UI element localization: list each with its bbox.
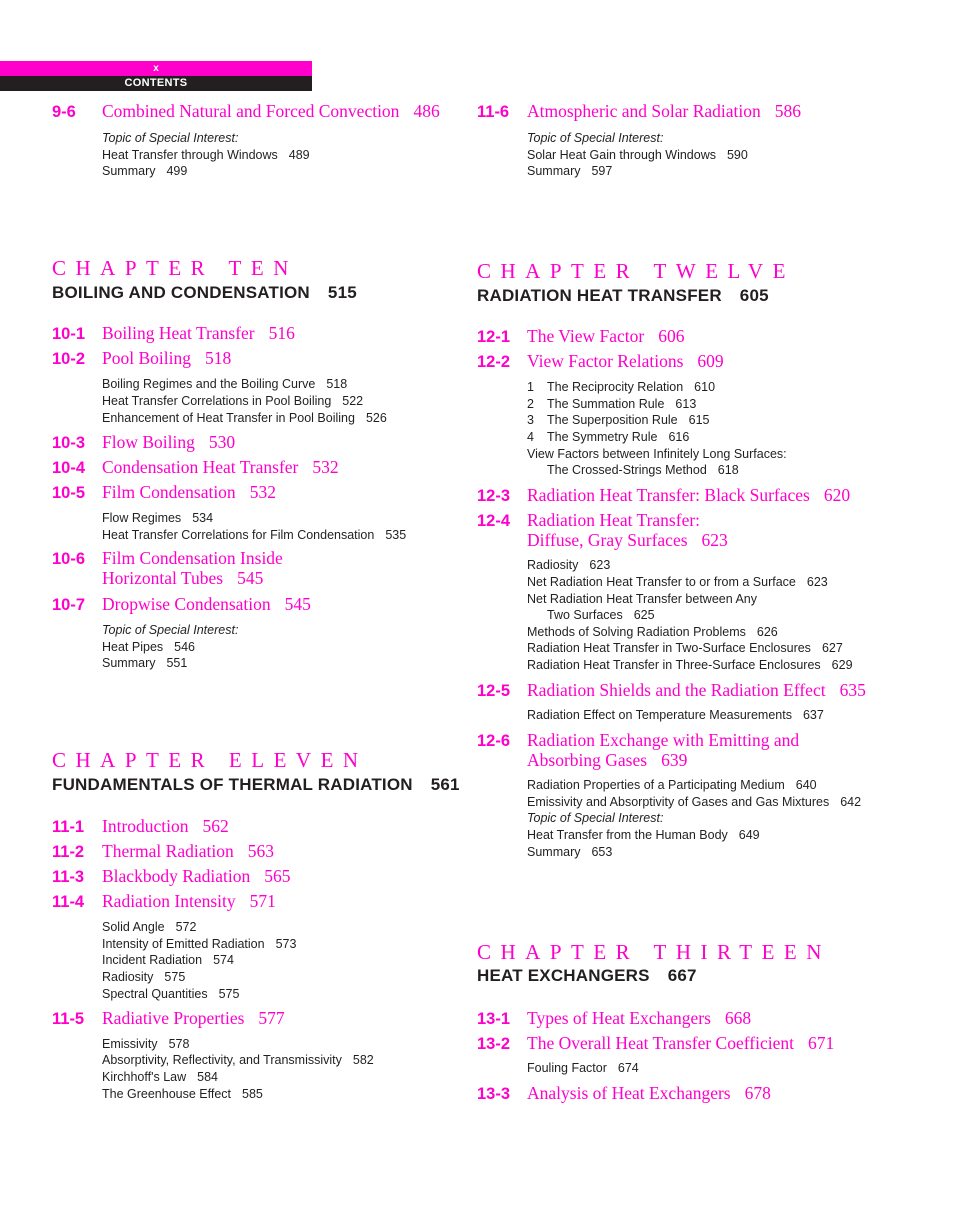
section-title: The View Factor 606 (527, 326, 685, 346)
subsection-entry[interactable]: 2 The Summation Rule 613 (527, 397, 697, 411)
chapter-title[interactable]: RADIATION HEAT TRANSFER 605 (477, 286, 769, 305)
section-number: 10-2 (52, 350, 86, 368)
section-number: 12-6 (477, 732, 511, 750)
section-number: 11-6 (477, 103, 510, 121)
chapter-title[interactable]: HEAT EXCHANGERS 667 (477, 966, 697, 985)
subsection-entry[interactable]: Heat Transfer Correlations in Pool Boiling 522 (102, 394, 364, 408)
subsection-entry[interactable]: Fouling Factor 674 (527, 1061, 639, 1075)
section-number: 10-5 (52, 484, 86, 502)
subsection-entry[interactable]: The Crossed-Strings Method 618 (547, 463, 739, 477)
section-number: 12-4 (477, 512, 511, 530)
section-number: 10-4 (52, 459, 86, 477)
section-title: Radiative Properties 577 (102, 1008, 285, 1028)
subsection-entry[interactable]: Methods of Solving Radiation Problems 626 (527, 625, 778, 639)
subsection-entry[interactable]: Absorptivity, Reflectivity, and Transmissivity 582 (102, 1053, 374, 1067)
subsection-entry[interactable]: Boiling Regimes and the Boiling Curve 518 (102, 377, 348, 391)
section-title: Analysis of Heat Exchangers 678 (527, 1083, 771, 1103)
section-number: 10-3 (52, 434, 86, 452)
subsection-entry[interactable]: Two Surfaces 625 (547, 608, 655, 622)
section-number: 10-1 (52, 325, 86, 343)
section-title: Combined Natural and Forced Convection 486 (102, 101, 440, 121)
section-title: Radiation Shields and the Radiation Effect 635 (527, 680, 866, 700)
subsection-entry[interactable]: Intensity of Emitted Radiation 573 (102, 937, 297, 951)
section-number: 13-1 (477, 1010, 511, 1028)
subsection-entry[interactable]: 4 The Symmetry Rule 616 (527, 430, 690, 444)
subsection-entry[interactable]: The Greenhouse Effect 585 (102, 1087, 263, 1101)
summary-entry[interactable]: Summary 597 (527, 164, 613, 178)
subsection-entry[interactable]: 1 The Reciprocity Relation 610 (527, 380, 716, 394)
chapter-label: CHAPTER ELEVEN (52, 748, 368, 772)
section-title: Radiation Heat Transfer: Diffuse, Gray Surfaces 623 (527, 510, 728, 550)
section-title: Thermal Radiation 563 (102, 841, 274, 861)
summary-entry[interactable]: Summary 653 (527, 845, 613, 859)
topic-of-special-interest-label: Topic of Special Interest: (102, 623, 239, 637)
chapter-label: CHAPTER THIRTEEN (477, 940, 831, 964)
chapter-label: CHAPTER TWELVE (477, 259, 795, 283)
section-title: View Factor Relations 609 (527, 351, 724, 371)
running-header (0, 61, 312, 91)
section-number: 11-5 (52, 1010, 85, 1028)
subsection-entry[interactable]: Radiation Heat Transfer in Two-Surface Enclosures 627 (527, 641, 843, 655)
topic-of-special-interest-label: Topic of Special Interest: (102, 131, 239, 145)
subsection-entry[interactable]: Flow Regimes 534 (102, 511, 214, 525)
section-number: 11-2 (52, 843, 85, 861)
section-title: Introduction 562 (102, 816, 229, 836)
section-title: Radiation Heat Transfer: Black Surfaces 620 (527, 485, 851, 505)
subsection-entry[interactable]: Emissivity and Absorptivity of Gases and Gas Mixtures 642 (527, 795, 862, 809)
subsection-entry[interactable]: Enhancement of Heat Transfer in Pool Boiling 526 (102, 411, 387, 425)
section-title: Pool Boiling 518 (102, 348, 232, 368)
section-title: Radiation Exchange with Emitting and Absorbing Gases 639 (527, 730, 800, 770)
section-title: Film Condensation Inside Horizontal Tubes 545 (102, 548, 283, 588)
subsection-entry[interactable]: Solid Angle 572 (102, 920, 197, 934)
section-number: 12-5 (477, 682, 511, 700)
section-title: Condensation Heat Transfer 532 (102, 457, 339, 477)
section-number: 12-1 (477, 328, 511, 346)
summary-entry[interactable]: Summary 551 (102, 656, 188, 670)
section-number: 11-4 (52, 893, 85, 911)
subsection-entry[interactable]: Heat Pipes 546 (102, 640, 196, 654)
chapter-title[interactable]: BOILING AND CONDENSATION 515 (52, 283, 357, 302)
subsection-entry[interactable]: Net Radiation Heat Transfer between Any (527, 592, 757, 606)
subsection-entry[interactable]: Radiosity 623 (527, 558, 611, 572)
chapter-title[interactable]: FUNDAMENTALS OF THERMAL RADIATION 561 (52, 775, 460, 794)
section-title: Atmospheric and Solar Radiation 586 (527, 101, 802, 121)
subsection-entry[interactable]: Heat Transfer from the Human Body 649 (527, 828, 760, 842)
section-number: 13-2 (477, 1035, 511, 1053)
subsection-entry[interactable]: Radiation Heat Transfer in Three-Surface Enclosures 629 (527, 658, 853, 672)
topic-of-special-interest-label: Topic of Special Interest: (527, 131, 664, 145)
section-title: Dropwise Condensation 545 (102, 594, 311, 614)
topic-of-special-interest-label: Topic of Special Interest: (527, 811, 664, 825)
subsection-entry[interactable]: Solar Heat Gain through Windows 590 (527, 148, 748, 162)
subsection-entry[interactable]: Radiosity 575 (102, 970, 186, 984)
page-number-roman: x (0, 61, 312, 76)
section-number: 9-6 (52, 103, 76, 121)
chapter-label: CHAPTER TEN (52, 256, 298, 280)
section-title: Boiling Heat Transfer 516 (102, 323, 295, 343)
summary-entry[interactable]: Summary 499 (102, 164, 188, 178)
section-title: The Overall Heat Transfer Coefficient 671 (527, 1033, 835, 1053)
subsection-entry[interactable]: View Factors between Infinitely Long Surfaces: (527, 447, 787, 461)
section-number: 12-2 (477, 353, 511, 371)
section-title: Film Condensation 532 (102, 482, 276, 502)
section-number: 12-3 (477, 487, 511, 505)
subsection-entry[interactable]: Incident Radiation 574 (102, 953, 234, 967)
section-number: 10-7 (52, 596, 86, 614)
section-title: Flow Boiling 530 (102, 432, 236, 452)
section-title: Types of Heat Exchangers 668 (527, 1008, 752, 1028)
running-header-title: CONTENTS (0, 76, 312, 91)
section-number: 11-3 (52, 868, 85, 886)
section-title: Blackbody Radiation 565 (102, 866, 291, 886)
subsection-entry[interactable]: Radiation Effect on Temperature Measurements 637 (527, 708, 824, 722)
subsection-entry[interactable]: Net Radiation Heat Transfer to or from a Surface 623 (527, 575, 828, 589)
section-number: 11-1 (52, 818, 85, 836)
section-number: 10-6 (52, 550, 86, 568)
section-title: Radiation Intensity 571 (102, 891, 276, 911)
subsection-entry[interactable]: Heat Transfer through Windows 489 (102, 148, 310, 162)
subsection-entry[interactable]: Heat Transfer Correlations for Film Condensation 535 (102, 528, 407, 542)
subsection-entry[interactable]: Radiation Properties of a Participating Medium 640 (527, 778, 817, 792)
section-number: 13-3 (477, 1085, 511, 1103)
subsection-entry[interactable]: 3 The Superposition Rule 615 (527, 413, 710, 427)
subsection-entry[interactable]: Kirchhoff's Law 584 (102, 1070, 219, 1084)
subsection-entry[interactable]: Emissivity 578 (102, 1037, 190, 1051)
subsection-entry[interactable]: Spectral Quantities 575 (102, 987, 240, 1001)
